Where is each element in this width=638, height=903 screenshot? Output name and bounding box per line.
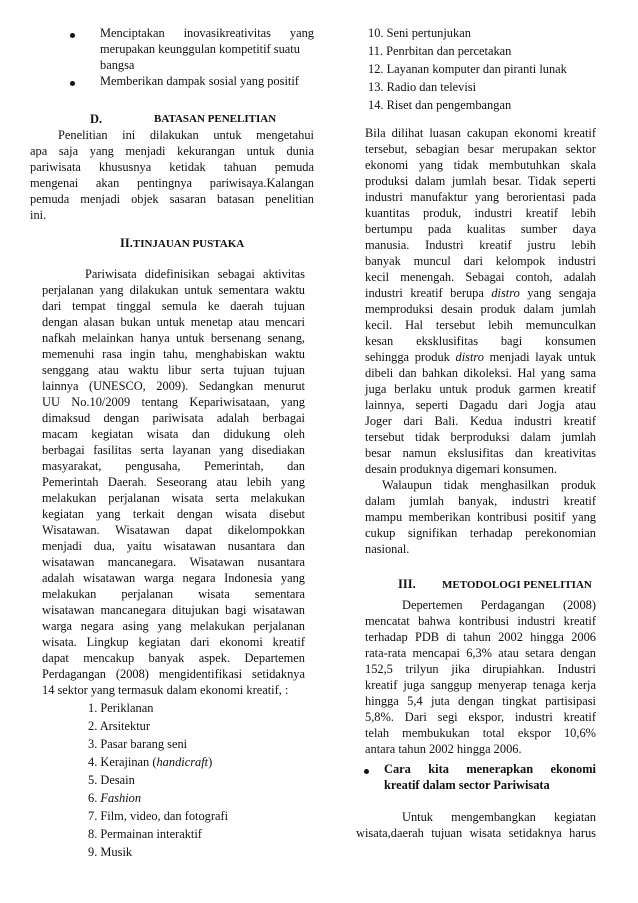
paragraph-line: bertumpu pada kualitas sumber daya (365, 222, 596, 236)
list-text: Musik (100, 845, 133, 859)
paragraph-line: ini. (30, 208, 47, 222)
paragraph-line: perjalanan yang dilakukan untuk sementara waktu (42, 283, 305, 297)
paragraph-line: menjadi dua, yaitu wisatawan nusantara dan (42, 539, 305, 553)
paragraph-line: dengan alasan bukan untuk menetap atau mencari (42, 315, 305, 329)
paragraph-line: Untuk mengembangkan kegiatan (402, 810, 596, 824)
bullet-icon (70, 81, 75, 86)
list-item (88, 845, 132, 860)
paragraph-line: mampu memberikan kontribusi positif yang (365, 510, 596, 524)
paragraph-line: kreatif juga sanggup menyerap tenaga kerja (365, 678, 596, 692)
paragraph-line: Wisatawan. Wisatawan dapat dikelompokkan (42, 523, 305, 537)
paragraph-line: Walaupun tidak menghasilkan produk (382, 478, 596, 492)
paragraph-line: Bila dilihat luasan cakupan ekonomi kreatif (365, 126, 596, 140)
list-item (88, 737, 187, 752)
paragraph-line: apa saja yang menjadi kekurangan untuk dunia (30, 144, 314, 158)
paragraph-line: dimaksud dengan pariwisata adalah berbagai (42, 411, 305, 425)
paragraph-line: kesan eksklusifitas bagi konsumen (365, 334, 596, 348)
paragraph-line: senggang atau waktu libur serta tujuan tujuan (42, 363, 305, 377)
bullet-line: merupakan keunggulan kompetitif suatu (100, 42, 300, 56)
list-item: 10. Seni pertunjukan (368, 26, 471, 40)
paragraph-line: kecil menengah. Sebagai contoh, adalah (365, 270, 596, 284)
paragraph-line: terhadap PDB di tahun 2002 hingga 2006 (365, 630, 596, 644)
paragraph-line: dibeli dan bahkan dikoleksi. Hal yang sama (365, 366, 596, 380)
paragraph-line: pemuda menjadi objek sasaran batasan penelitian (30, 192, 314, 206)
list-item: 12. Layanan komputer dan piranti lunak (368, 62, 567, 76)
paragraph-line: dapat mencakup banyak aspek. Departemen (42, 651, 305, 665)
list-text: Film, video, dan fotografi (100, 809, 229, 823)
bold-bullet-line: kreatif dalam sector Pariwisata (384, 778, 550, 792)
paragraph-line: Perdagangan (2008) mengidentifikasi setidaknya (42, 667, 305, 681)
list-text: Kerajinan ( (100, 755, 157, 769)
list-item (88, 791, 141, 806)
paragraph-line: kegiatan yang terkait dengan wisata disebut (42, 507, 305, 521)
bullet-icon (364, 769, 369, 774)
list-item: 14. Riset dan pengembangan (368, 98, 512, 112)
paragraph-line: warga negara asing yang melakukan perjalanan (42, 619, 305, 633)
list-number: 3. (88, 737, 98, 751)
list-number: 8. (88, 827, 98, 841)
paragraph-line: wisata. Lingkup kegiatan dari ekonomi kreatif (42, 635, 305, 649)
paragraph-line: masyarakat, pengusaha, Pemerintah, dan (42, 459, 305, 473)
paragraph-line: mencatat bahwa kontribusi industri kreatif (365, 614, 596, 628)
list-item: 11. Penrbitan dan percetakan (368, 44, 512, 58)
paragraph-line: pariwisata khususnya ketidak tahuan pemuda (30, 160, 314, 174)
paragraph-line: produksi dalam jumlah besar. Tidak seperti (365, 174, 596, 188)
list-text: Arsitektur (99, 719, 150, 733)
section-number: II. (120, 236, 133, 250)
paragraph-line: memproduksi desain produk dalam jumlah (365, 302, 596, 316)
paragraph-line: antara tahun 2002 hingga 2006. (365, 742, 522, 756)
list-text-italic: handicraft (156, 755, 209, 769)
paragraph-line: 14 sektor yang termasuk dalam ekonomi kreatif, : (42, 683, 289, 697)
paragraph-line: industri kreatif berupa distro yang sengaja (365, 286, 597, 300)
paragraph-line: tersebut tidak berproduksi dalam jumlah (365, 430, 596, 444)
paragraph-line: kecil. Hal tersebut lebih memunculkan (365, 318, 596, 332)
paragraph-line: macam kegiatan wisata dan didukung oleh (42, 427, 305, 441)
paragraph-line: Pariwisata didefinisikan sebagai aktivitas (85, 267, 305, 281)
paragraph-line: tersebut, sebagian besar merupakan sektor (365, 142, 596, 156)
list-item (88, 701, 153, 716)
list-number: 1. (88, 701, 98, 715)
list-number: 2. (88, 719, 98, 733)
list-item: 13. Radio dan televisi (368, 80, 477, 94)
paragraph-line: adalah wisatawan warga negara Indonesia yang (42, 571, 305, 585)
paragraph-line: kuantitas produk, industri kreatif lebih (365, 206, 596, 220)
paragraph-line: industri manufaktur yang berorientasi pada (365, 190, 596, 204)
paragraph-line: melakukan perjalanan wisata sementara (42, 587, 305, 601)
paragraph-line: Depertemen Perdagangan (2008) (402, 598, 596, 612)
paragraph-line: 152,5 trilyun jika dirupiahkan. Industri (365, 662, 596, 676)
paragraph-line: nasional. (365, 542, 410, 556)
paragraph-line: cukup signifikan terhadap perekonomian (365, 526, 596, 540)
list-item (88, 719, 150, 734)
bullet-line: Menciptakan inovasikreativitas yang (100, 26, 314, 40)
paragraph-line: Penelitian ini dilakukan untuk mengetahui (58, 128, 314, 142)
list-number: 7. (88, 809, 98, 823)
list-item (88, 827, 202, 842)
paragraph-line: wisata,daerah tujuan wisata setidaknya harus (356, 826, 596, 840)
paragraph-line: hingga 5,4 juta dengan tingkat partisipasi (365, 694, 596, 708)
paragraph-line: lainnya, seperti Dagadu dari Jogja atau (365, 398, 596, 412)
paragraph-line: ekonomi yang tidak membutuhkan skala (365, 158, 596, 172)
paragraph-line: Pemerintah Daerah. Seseorang atau lebih yang (42, 475, 305, 489)
italic-term: distro (491, 286, 520, 300)
section-title-d: BATASAN PENELITIAN (154, 113, 277, 125)
paragraph-line: berbagai fasilitas serta layanan yang disediakan (42, 443, 305, 457)
list-text: Desain (100, 773, 135, 787)
paragraph-line: mengenai akan pentingnya pariwisaya.Kalangan (30, 176, 314, 190)
paragraph-line: dalam jumlah banyak, industri kreatif (365, 494, 596, 508)
list-item (88, 773, 135, 788)
paragraph-line: 5,8%. Dari segi ekspor, industri kreatif (365, 710, 596, 724)
paragraph-line: telah membukukan total ekspor 10,6% (365, 726, 596, 740)
list-number: 5. (88, 773, 98, 787)
list-text: Permainan interaktif (100, 827, 202, 841)
bullet-line: bangsa (100, 58, 135, 72)
paragraph-line: Joger dari Bali. Kedua industri kreatif (365, 414, 596, 428)
paragraph-line: nafkah melainkan hanya untuk bersenang senang, (42, 331, 305, 345)
section-heading-ii (120, 236, 244, 251)
paragraph-line: besar namun ekslusifitas dan kreativitas (365, 446, 596, 460)
list-text: Fashion (100, 791, 142, 805)
paragraph-line: manusia. Industri kreatif justru lebih (365, 238, 596, 252)
paragraph-line: memenuhi rasa ingin tahu, menghabiskan waktu (42, 347, 305, 361)
section-heading-iii (398, 577, 416, 592)
italic-term: distro (455, 350, 484, 364)
section-number: D. (90, 112, 103, 126)
paragraph-line: wisatawan mancanegara ditujukan bagi wisatawan (42, 603, 305, 617)
list-text: Periklanan (100, 701, 154, 715)
paragraph-line: dari tempat tinggal semula ke daerah tujuan (42, 299, 305, 313)
section-title-iii: METODOLOGI PENELITIAN (442, 579, 592, 591)
paragraph-line: UU No.10/2009 tentang Kepariwisataan, yang (42, 395, 305, 409)
paragraph-line: lainnya (UNESCO, 2009). Sedangkan menurut (42, 379, 305, 393)
paragraph-line: banyak muncul dari kelompok industri (365, 254, 596, 268)
list-number: 4. (88, 755, 98, 769)
section-number: III. (398, 577, 416, 591)
section-heading-d (90, 112, 102, 127)
list-text: Pasar barang seni (100, 737, 188, 751)
list-number: 9. (88, 845, 98, 859)
paragraph-line: juga berlaku untuk produk garmen kreatif (365, 382, 596, 396)
paragraph-line: wisatawan mancanegara. Wisatawan nusantara (42, 555, 305, 569)
list-item (88, 809, 228, 824)
bullet-icon (70, 33, 75, 38)
paragraph-line: sehingga produk distro menjadi layak untuk (365, 350, 596, 364)
bold-bullet-line: Cara kita menerapkan ekonomi (384, 762, 596, 776)
list-item (88, 755, 212, 770)
list-text-tail: ) (208, 755, 213, 769)
paragraph-line: desain produknya digemari konsumen. (365, 462, 558, 476)
paragraph-line: melakukan perjalanan wisata serta melakukan (42, 491, 305, 505)
list-number: 6. (88, 791, 98, 805)
paragraph-line: rata-rata mencapai 6,3% atau setara dengan (365, 646, 596, 660)
bullet-line: Memberikan dampak sosial yang positif (100, 74, 299, 88)
section-title: TINJAUAN PUSTAKA (132, 238, 245, 250)
